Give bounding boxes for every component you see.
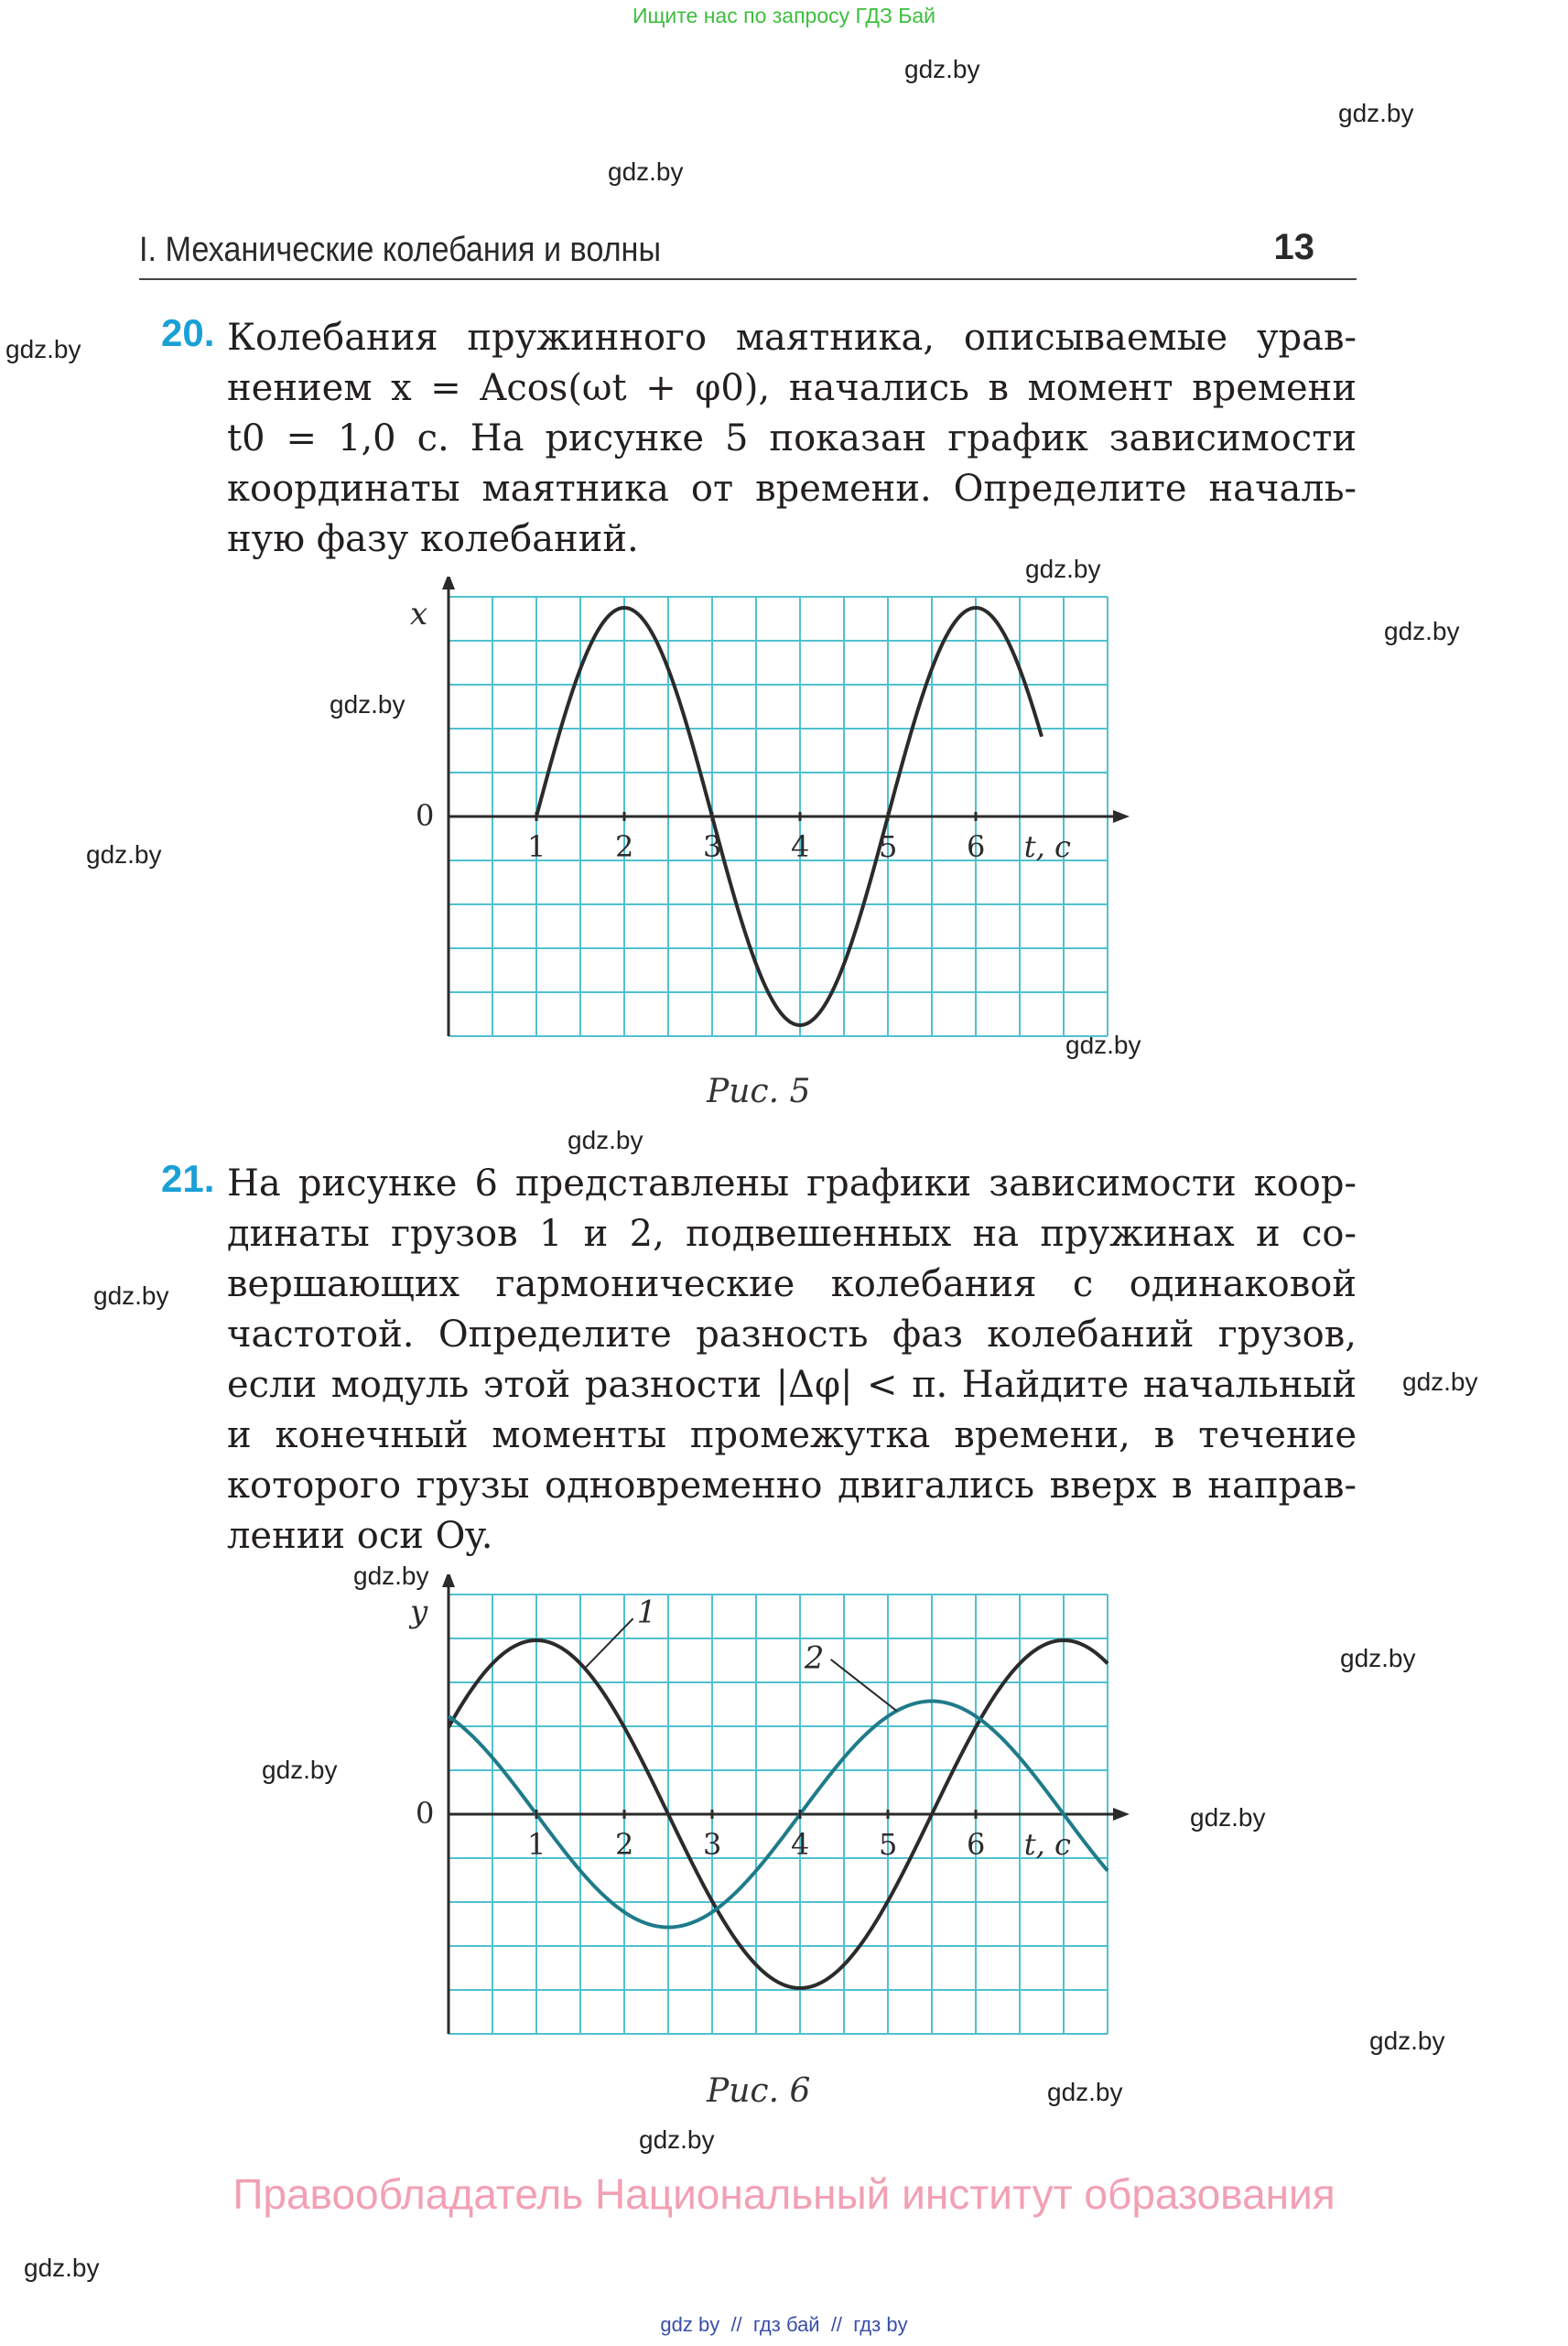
figure-6-caption: Рис. 6 [707,2072,811,2110]
y-axis-label: x [410,596,428,632]
watermark: gdz.by [639,2125,715,2154]
bottom-links[interactable]: gdz by // гдз бай // гдз by [660,2313,908,2336]
watermark: gdz.by [1025,555,1101,583]
x-axis-label: t, с [1023,829,1071,864]
x-tick-label: 5 [879,1827,898,1862]
text-line: нением x = Acos(ωt + φ0), начались в момент времени [227,367,1357,409]
problem-21-text [227,1159,1357,1562]
text-line: динаты грузов 1 и 2, подвешенных на пружинах и со- [227,1213,1357,1255]
text-line: лении оси Oy. [227,1515,493,1557]
watermark: gdz.by [86,840,162,869]
series-2-leader [831,1659,897,1711]
watermark: gdz.by [1338,99,1414,127]
origin-label: 0 [416,798,435,833]
watermark: gdz.by [353,1562,429,1590]
x-tick-label: 3 [703,1827,722,1862]
watermark: gdz.by [262,1756,338,1784]
page-number: 13 [1273,227,1314,267]
text-line: На рисунке 6 представлены графики зависимости коор- [227,1162,1357,1205]
copyright-note: Правообладатель Национальный институт образования [232,2170,1336,2218]
running-header [139,225,1357,280]
x-axis-arrow [1113,1808,1130,1821]
watermark: gdz.by [1047,2078,1123,2106]
watermark: gdz.by [330,690,406,719]
text-line: вершающих гармонические колебания с одинаковой [227,1263,1357,1305]
problem-number-21: 21. [161,1157,215,1200]
x-tick-label: 4 [791,1827,810,1862]
y-axis-arrow [442,1574,455,1587]
watermark: gdz.by [1369,2027,1445,2055]
x-tick-label: 2 [615,1827,634,1862]
text-line: Колебания пружинного маятника, описываемые урав- [227,317,1357,359]
figure-5-chart [384,577,1135,1053]
origin-label: 0 [416,1796,435,1831]
x-tick-label: 4 [791,829,810,864]
chapter-title: I. Механические колебания и волны [139,231,662,269]
x-tick-label: 6 [967,829,986,864]
watermark: gdz.by [1384,617,1460,645]
search-banner[interactable]: Ищите нас по запросу ГДЗ Бай [632,4,936,27]
x-tick-label: 2 [615,829,634,864]
watermark: gdz.by [1065,1031,1141,1059]
watermark: gdz.by [904,55,980,83]
y-axis-label: y [410,1594,428,1630]
series-1-label: 1 [636,1594,657,1631]
problem-20-text [227,313,1357,565]
watermark: gdz.by [24,2254,100,2282]
x-tick-label: 1 [527,829,546,864]
watermark: gdz.by [608,157,684,186]
problem-number-20: 20. [161,311,215,354]
watermark: gdz.by [93,1281,169,1310]
watermark: gdz.by [5,335,81,363]
x-axis-label: t, с [1023,1827,1071,1862]
y-axis-arrow [442,577,455,589]
x-tick-label: 1 [527,1827,546,1862]
x-tick-label: 6 [967,1827,986,1862]
series-2-label: 2 [804,1639,825,1677]
watermark: gdz.by [1402,1368,1478,1396]
watermark: gdz.by [1340,1644,1416,1672]
figure-5-caption: Рис. 5 [707,1073,811,1110]
x-tick-label: 3 [703,829,722,864]
x-tick-label: 5 [879,829,898,864]
watermark: gdz.by [1190,1803,1266,1832]
series-1-leader [585,1618,633,1668]
figure-6-chart [384,1574,1135,2050]
text-line: t0 = 1,0 с. На рисунке 5 показан график зависимости [227,417,1357,459]
text-line: ную фазу колебаний. [227,518,639,560]
x-axis-arrow [1113,810,1130,823]
text-line: и конечный моменты промежутка времени, в течение [227,1414,1357,1456]
text-line: если модуль этой разности |Δφ| < π. Найдите начальный [227,1364,1357,1406]
text-line: которого грузы одновременно двигались вверх в направ- [227,1465,1357,1507]
watermark: gdz.by [568,1126,643,1154]
text-line: частотой. Определите разность фаз колебаний грузов, [227,1314,1357,1356]
text-line: координаты маятника от времени. Определите началь- [227,468,1357,510]
